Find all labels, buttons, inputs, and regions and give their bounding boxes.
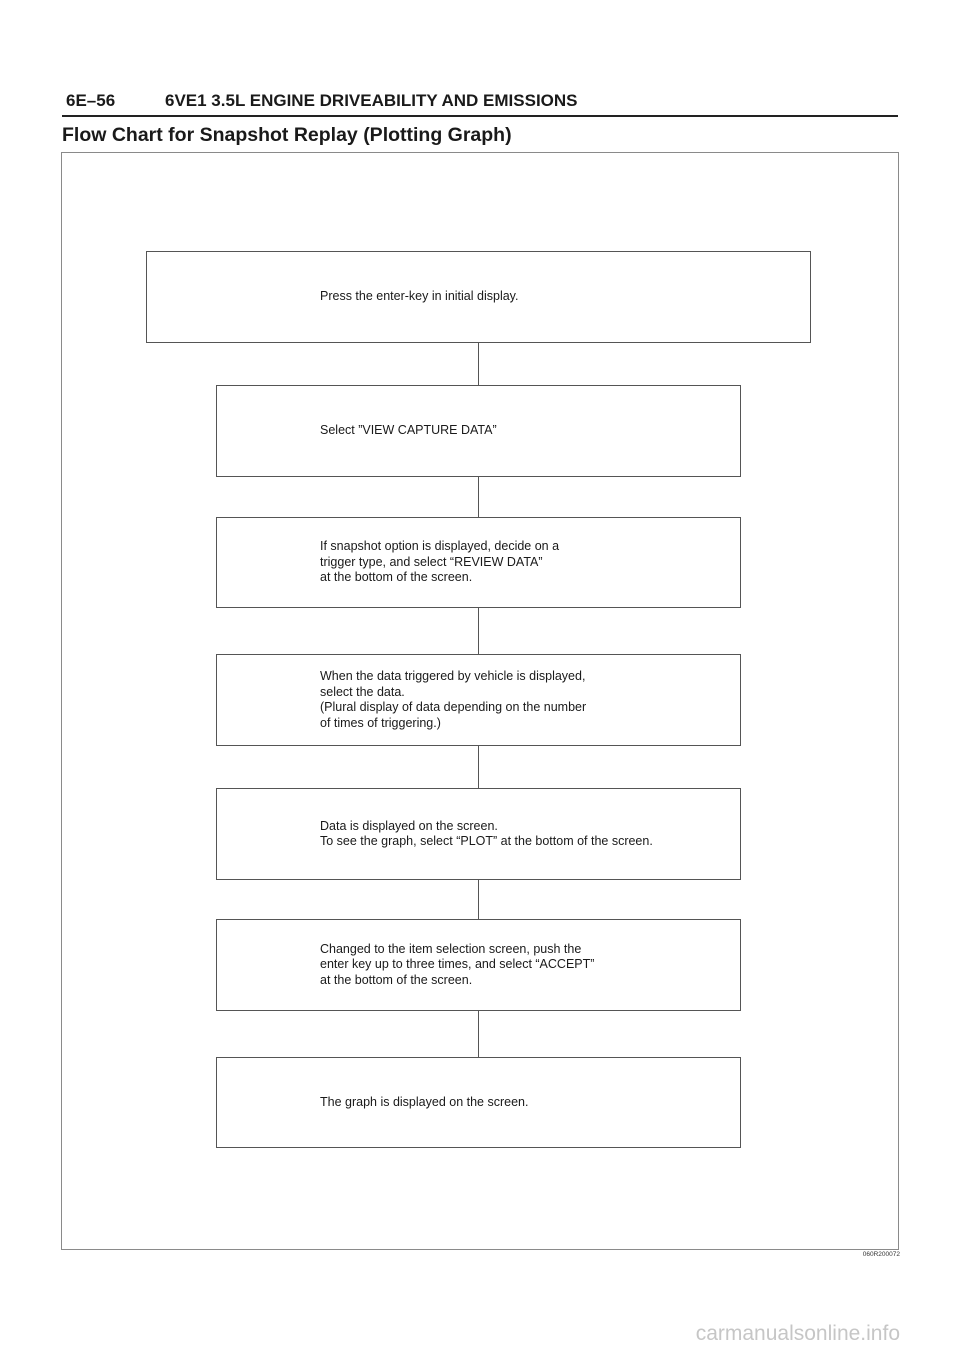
page-heading: Flow Chart for Snapshot Replay (Plotting Graph) bbox=[62, 124, 512, 146]
connector-5 bbox=[478, 880, 479, 919]
figure-code: 060R200072 bbox=[862, 1251, 900, 1258]
flow-step-4 bbox=[216, 654, 741, 746]
watermark: carmanualsonline.info bbox=[695, 1322, 900, 1345]
section-title: 6VE1 3.5L ENGINE DRIVEABILITY AND EMISSIONS bbox=[165, 91, 578, 110]
flow-step-2 bbox=[216, 385, 741, 477]
connector-3 bbox=[478, 608, 479, 654]
flow-step-3-text: If snapshot option is displayed, decide on a trigger type, and select “REVIEW DATA” at the bottom of the screen. bbox=[320, 539, 560, 585]
flow-step-1-text: Press the enter-key in initial display. bbox=[320, 289, 519, 304]
header-rule bbox=[62, 115, 898, 117]
flow-step-6 bbox=[216, 919, 741, 1011]
flow-step-7 bbox=[216, 1057, 741, 1148]
flow-step-4-text: When the data triggered by vehicle is displayed, select the data. (Plural display of data depending on the number of times of triggering.) bbox=[320, 669, 587, 730]
flow-step-3 bbox=[216, 517, 741, 608]
connector-2 bbox=[478, 477, 479, 517]
section-number: 6E–56 bbox=[66, 91, 116, 110]
flow-step-1 bbox=[146, 251, 811, 343]
flow-step-2-text: Select ”VIEW CAPTURE DATA” bbox=[320, 423, 497, 438]
connector-4 bbox=[478, 746, 479, 788]
flow-step-6-text: Changed to the item selection screen, push the enter key up to three times, and select “ACCEPT” at the bottom of the screen. bbox=[320, 941, 595, 987]
connector-1 bbox=[478, 343, 479, 385]
flow-step-7-text: The graph is displayed on the screen. bbox=[320, 1094, 529, 1109]
flow-step-5 bbox=[216, 788, 741, 880]
connector-6 bbox=[478, 1011, 479, 1057]
flow-step-5-text: Data is displayed on the screen. To see the graph, select “PLOT” at the bottom of the screen. bbox=[320, 818, 653, 848]
